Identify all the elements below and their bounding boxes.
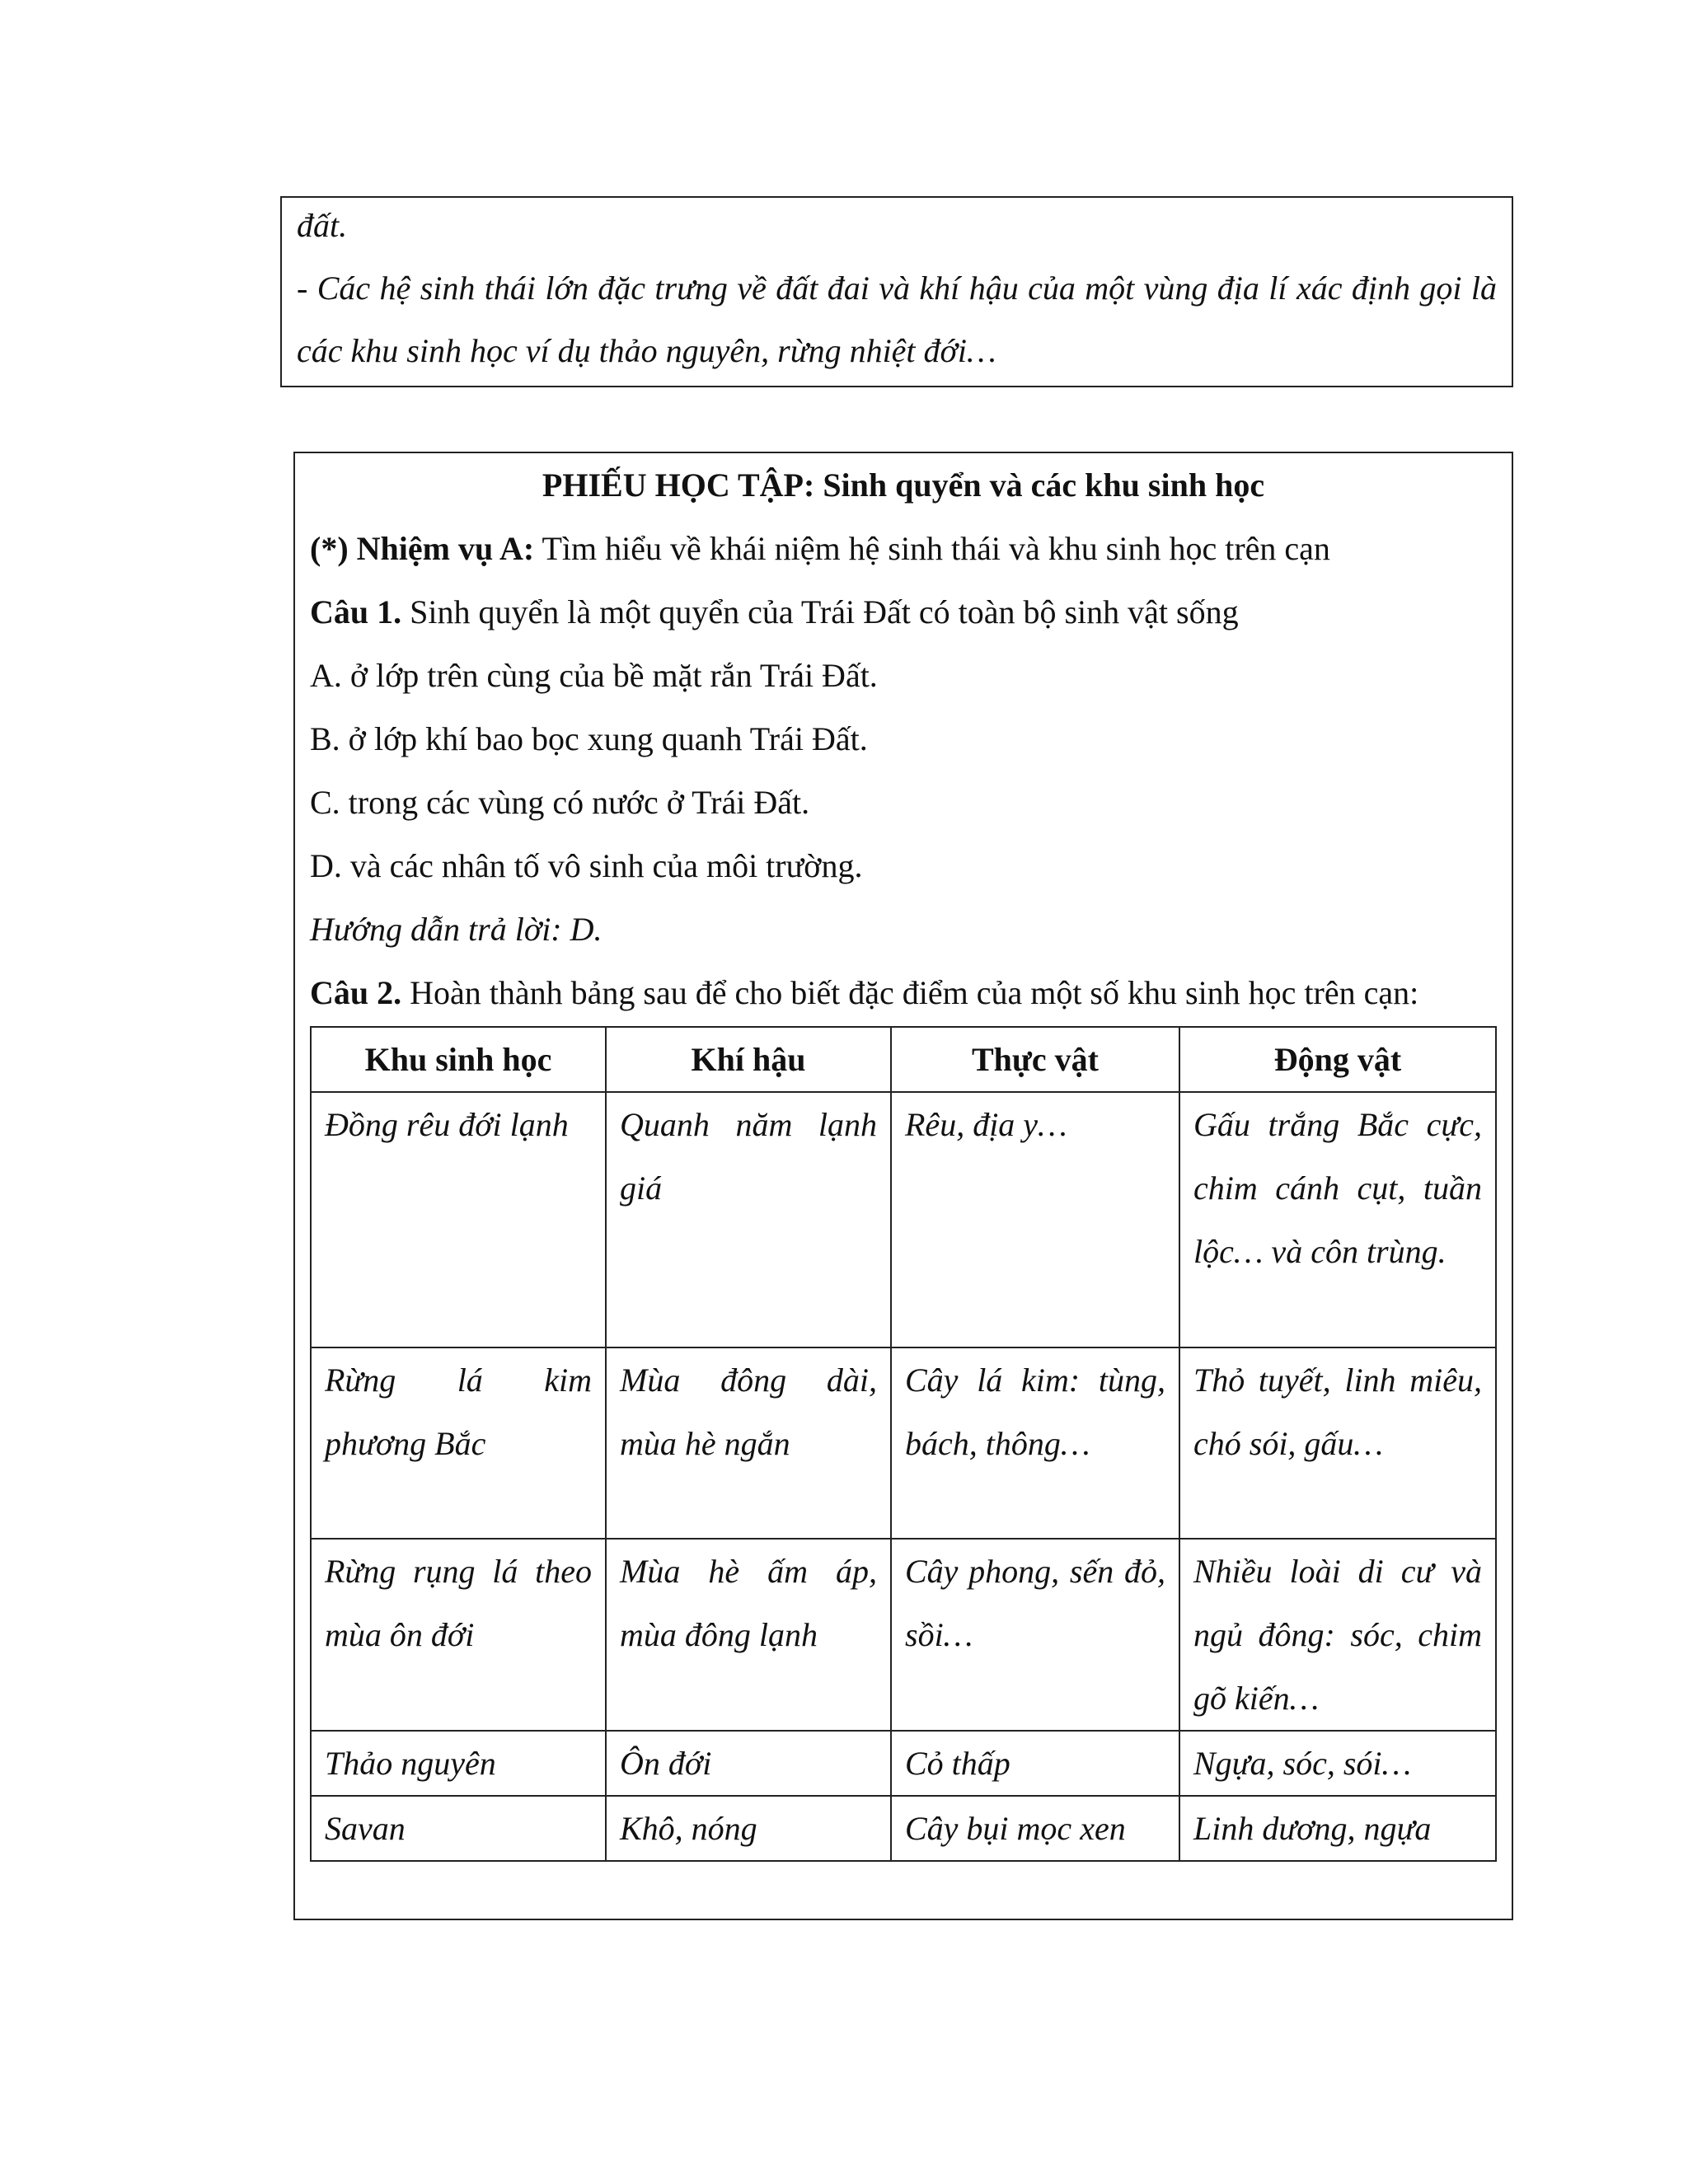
cell-animals: Nhiều loài di cư và ngủ đông: sóc, chim gõ kiến… [1179,1539,1496,1731]
cell-biome: Đồng rêu đới lạnh [311,1092,606,1347]
cell-plants: Rêu, địa y… [891,1092,1179,1347]
task-label: (*) Nhiệm vụ A: [310,530,535,567]
intro-line-2: - Các hệ sinh thái lớn đặc trưng về đất đai và khí hậu của một vùng địa lí xác định gọi là các khu sinh học ví dụ thảo nguyên, rừng nhiệt đới… [297,269,1497,369]
q2-label: Câu 2. [310,974,402,1011]
cell-plants: Cây phong, sến đỏ, sồi… [891,1539,1179,1731]
cell-climate: Mùa hè ấm áp, mùa đông lạnh [606,1539,891,1731]
header-climate: Khí hậu [606,1027,891,1092]
table-header-row [311,1027,1496,1092]
cell-biome: Rừng rụng lá theo mùa ôn đới [311,1539,606,1731]
table-row [311,1347,1496,1539]
cell-biome: Thảo nguyên [311,1731,606,1796]
q1-option-a: A. ở lớp trên cùng của bề mặt rắn Trái Đất. [310,657,878,694]
intro-text-box [280,196,1513,387]
cell-biome: Savan [311,1796,606,1861]
cell-plants: Cây lá kim: tùng, bách, thông… [891,1347,1179,1539]
cell-plants: Cỏ thấp [891,1731,1179,1796]
q1-text: Sinh quyển là một quyển của Trái Đất có toàn bộ sinh vật sống [401,593,1239,630]
cell-plants: Cây bụi mọc xen [891,1796,1179,1861]
cell-animals: Linh dương, ngựa [1179,1796,1496,1861]
header-animals: Động vật [1179,1027,1496,1092]
cell-climate: Quanh năm lạnh giá [606,1092,891,1347]
question-2 [310,961,1497,1024]
q1-label: Câu 1. [310,593,402,630]
cell-animals: Thỏ tuyết, linh miêu, chó sói, gấu… [1179,1347,1496,1539]
worksheet-title: PHIẾU HỌC TẬP: Sinh quyển và các khu sinh học [542,466,1265,504]
task-text: Tìm hiểu về khái niệm hệ sinh thái và khu sinh học trên cạn [534,530,1330,567]
header-plants: Thực vật [891,1027,1179,1092]
q1-option-c: C. trong các vùng có nước ở Trái Đất. [310,784,810,821]
worksheet-box [293,452,1513,1920]
table-row [311,1539,1496,1731]
cell-climate: Mùa đông dài, mùa hè ngắn [606,1347,891,1539]
question-1 [310,580,1497,644]
q1-answer: Hướng dẫn trả lời: D. [310,911,603,948]
table-row [311,1092,1496,1347]
q2-text: Hoàn thành bảng sau để cho biết đặc điểm của một số khu sinh học trên cạn: [401,974,1419,1011]
header-biome: Khu sinh học [311,1027,606,1092]
q1-option-b: B. ở lớp khí bao bọc xung quanh Trái Đất. [310,720,868,757]
table-row [311,1731,1496,1796]
q1-option-d: D. và các nhân tố vô sinh của môi trường. [310,847,863,884]
table-row [311,1796,1496,1861]
cell-animals: Ngựa, sóc, sói… [1179,1731,1496,1796]
cell-climate: Khô, nóng [606,1796,891,1861]
task-a [310,517,1497,580]
intro-line-1: đất. [297,207,348,244]
biome-table [310,1026,1497,1862]
cell-climate: Ôn đới [606,1731,891,1796]
cell-animals: Gấu trắng Bắc cực, chim cánh cụt, tuần lộc… và côn trùng. [1179,1092,1496,1347]
cell-biome: Rừng lá kim phương Bắc [311,1347,606,1539]
